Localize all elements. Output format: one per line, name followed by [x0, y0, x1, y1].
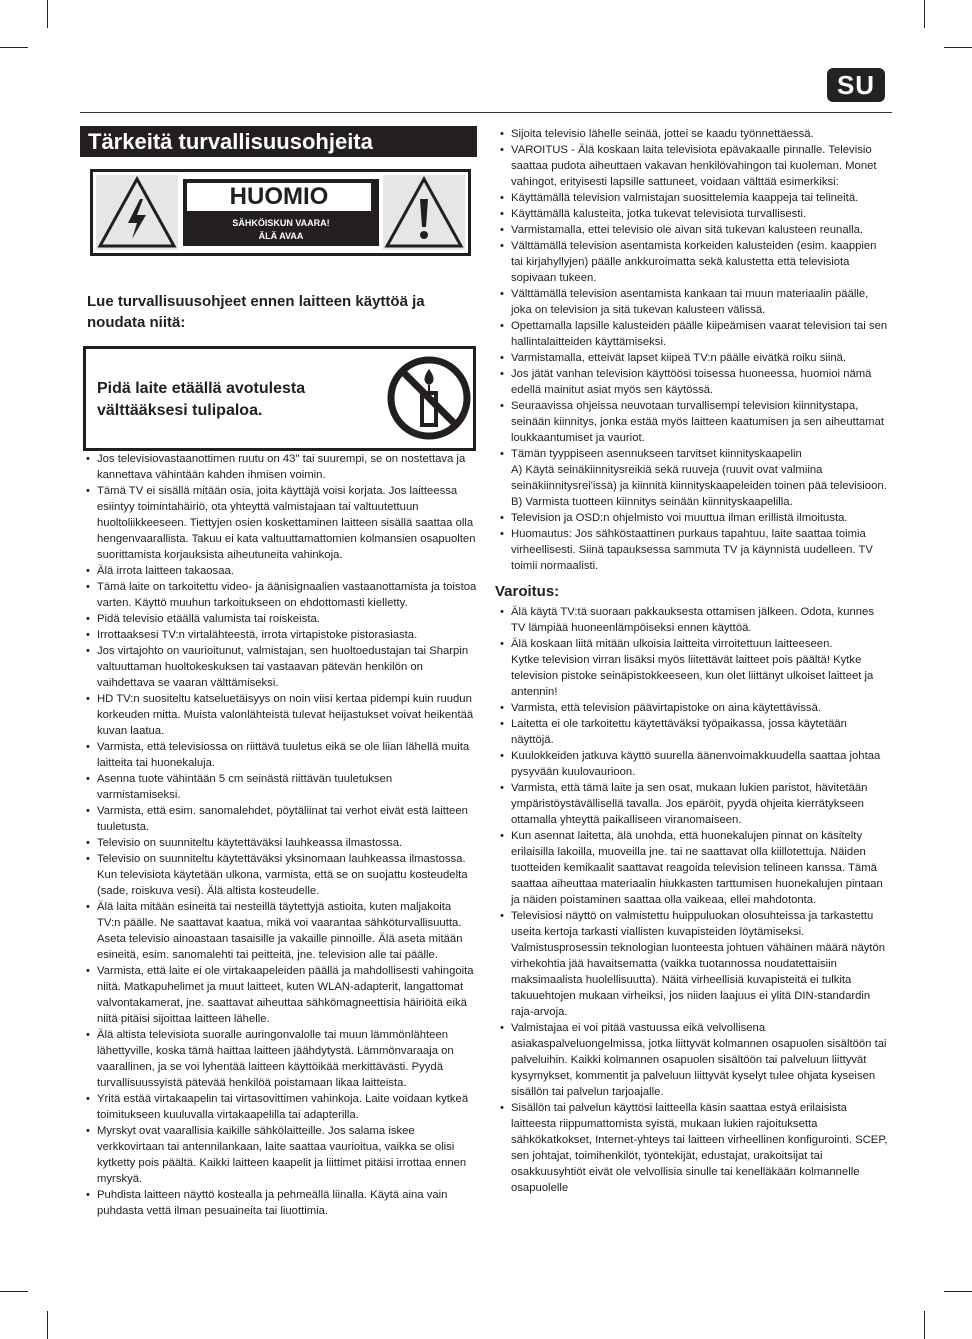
crop-mark	[0, 1291, 28, 1292]
list-item-line: • Varmista, että tämä laite ja sen osat, mukaan lukien paristot, hävitetään ympäristöystävällisellä tavalla. Jos epäröit, pyydä ohjeita kierrätykseen ottamalla yhteyttä paikalliseen viranomaiseen.	[511, 782, 868, 826]
list-item	[494, 318, 889, 350]
list-item: • Tämä laite on tarkoitettu video- ja äänisignaalien vastaanottamista ja toistoa varten. Käyttö muuhun tarkoitukseen on ehdottomasti kielletty.	[80, 579, 477, 611]
list-item	[494, 142, 889, 190]
list-item: • Yritä estää virtakaapelin tai virtasovittimen vahinkoja. Laite voidaan kytkeä toimitukseen kuuluvalla virtakaapelilla tai adapterilla.	[80, 1091, 477, 1123]
list-item-line: • Seuraavissa ohjeissa neuvotaan turvallisempi television kiinnitystapa, seinään kiinnitys, jonka estää myös laitteen kaatumisen ja sen aiheuttamat loukkaantumiset ja vauriot.	[511, 400, 885, 444]
list-item-line: • Laitetta ei ole tarkoitettu käytettäväksi työpaikassa, jossa käytetään näyttöjä.	[511, 718, 847, 746]
list-item: • Puhdista laitteen näyttö kostealla ja pehmeällä liinalla. Käytä aina vain puhdasta vettä ilman pesuaineita tai liuottimia.	[80, 1187, 477, 1219]
list-item-line: • Valmistajaa ei voi pitää vastuussa eikä velvollisena asiakaspalveluongelmissa, jotka liittyvät kolmannen osapuolen sisältöön tai palveluihin. Kaikki kolmannen osapuolen sisältöön tai palveluun liittyvät kysymykset, kommentit ja palveluun liittyvät kyselyt tulee ohjata kyseisen sisällön tai palvelun tarjoajalle.	[511, 1022, 887, 1098]
right-column	[494, 126, 889, 1196]
list-item-line: • Kun asennat laitetta, älä unohda, että huonekalujen pinnat on käsitelty erilaisilla lakoilla, muoveilla jne. tai ne saattavat olla kiillotettuja. Näiden tuotteiden kemikaalit saattavat reagoida television telineen kanssa. Tämä saattaa aiheuttaa materiaalin hiukkasten tarttumisen huonekalujen pintaan ja näiden poistaminen saattaa olla vaikeaa, ellei mahdotonta.	[511, 830, 883, 906]
header-rule	[80, 112, 892, 113]
list-item-line: • Varmista, että television päävirtapistoke on aina käytettävissä.	[511, 702, 821, 714]
warning-list	[494, 604, 889, 1196]
list-item	[494, 716, 889, 748]
list-item	[494, 828, 889, 908]
section-title: Tärkeitä turvallisuusohjeita	[80, 126, 477, 157]
list-item-line: • Käyttämällä kalusteita, jotka tukevat televisiota turvallisesti.	[511, 208, 807, 220]
list-item	[494, 780, 889, 828]
list-item: • Varmista, että televisiossa on riittävä tuuletus eikä se ole liian lähellä muita laitteita tai huonekaluja.	[80, 739, 477, 771]
exclamation-icon	[383, 175, 465, 250]
list-item: • Televisio on suunniteltu käytettäväksi lauhkeassa ilmastossa.	[80, 835, 477, 851]
list-item-line: • Sisällön tai palvelun käyttösi laitteella käsin saattaa estyä erilaisista laitteesta riippumattomista syistä, mukaan lukien rajoituksetta sähkökatkokset, Internet-yhteys tai laitteen virheellinen konfigurointi. SCEP, sen johtajat, toimihenkilöt, työntekijät, edustajat, urakoitsijat tai osakkuusyhtiöt eivät ole velvollisia sinulle tai kenelläkään kolmannelle osapuolelle	[511, 1102, 888, 1194]
list-item	[494, 366, 889, 398]
open-flame-text: Pidä laite etäällä avotulesta välttääksesi tulipaloa.	[97, 380, 306, 419]
crop-mark	[944, 47, 972, 48]
list-item-line: B) Varmista tuotteen kiinnitys seinään kiinnityskaapelilla.	[511, 496, 793, 508]
list-item	[494, 206, 889, 222]
list-item-line: • Kuulokkeiden jatkuva käyttö suurella äänenvoimakkuudella saattaa johtaa pysyvään kuulovaurioon.	[511, 750, 881, 778]
no-open-flame-icon	[386, 355, 472, 446]
list-item-line: • VAROITUS - Älä koskaan laita televisiota epävakaalle pinnalle. Televisio saattaa pudota aiheuttaen vakavan henkilövahingon tai kuoleman. Monet vahingot, erityisesti lapsille sattuneet, voidaan välttää esimerkiksi:	[511, 144, 877, 188]
list-item	[494, 286, 889, 318]
list-item: • Älä altista televisiota suoralle auringonvalolle tai muun lämmönlähteen lähettyville, koska tämä haittaa laitteen jäähdytystä. Lämmönvaraaja on vaarallinen, ja se voi lyhentää laitteen käyttöikää merkittävästi. Pyydä turvallisuussyistä pätevää henkilöä poistamaan likaa laitteista.	[80, 1027, 477, 1091]
list-item	[494, 446, 889, 510]
high-voltage-icon	[96, 175, 178, 250]
crop-mark	[47, 0, 48, 28]
list-item	[494, 398, 889, 446]
list-item-line: • Käyttämällä television valmistajan suosittelemia kaappeja tai telineitä.	[511, 192, 859, 204]
crop-mark	[924, 1311, 925, 1339]
list-item-line: • Älä koskaan liitä mitään ulkoisia laitteita virroitettuun laitteeseen.	[511, 638, 833, 650]
list-item: • Älä irrota laitteen takaosaa.	[80, 563, 477, 579]
list-item-line: • Välttämällä television asentamista korkeiden kalusteiden (esim. kaappien tai kirjahyllyjen) päälle ankkuroimatta sekä kalustetta että televisiota sopivaan tukeen.	[511, 240, 877, 284]
list-item	[494, 908, 889, 1020]
list-item-line: Kytke television virran lisäksi myös liitettävät laitteet pois päältä! Kytke television pistoke seinäpistokkeeseen, kun olet liittänyt ulkoiset laitteet ja antennin!	[511, 654, 874, 698]
list-item	[494, 238, 889, 286]
warning-heading: Varoitus:	[495, 583, 560, 600]
warning-subtitle	[183, 217, 379, 243]
list-item: • Jos televisiovastaanottimen ruutu on 43" tai suurempi, se on nostettava ja kannettava vähintään kahden ihmisen voimin.	[80, 451, 477, 483]
list-item: • Älä laita mitään esineitä tai nesteillä täytettyjä astioita, kuten maljakoita TV:n päälle. Ne saattavat kaatua, mikä voi vaarantaa sähköturvallisuutta. Aseta televisio ainoastaan tasaisille ja vakaille pinnoille. Älä aseta mitään esineitä, esim. sanomalehti tai peitteitä, jne. television alle tai päälle.	[80, 899, 477, 963]
list-item-line: A) Käytä seinäkiinnitysreikiä sekä ruuveja (ruuvit ovat valmiina seinäkiinnitysrei'issä) ja kiinnitä kiinnityskaapeleiden toinen pää televisioon.	[511, 464, 887, 492]
list-item: • Pidä televisio etäällä valumista tai roiskeista.	[80, 611, 477, 627]
list-item	[494, 190, 889, 206]
list-item: • Varmista, että laite ei ole virtakaapeleiden päällä ja mahdollisesti vahingoita niitä. Matkapuhelimet ja muut laitteet, kuten WLAN-adapterit, langattomat valvontakamerat, jne. saattavat aiheuttaa sähkömagneettisia häiriöitä eikä niitä pitäisi sijoittaa laitteen lähelle.	[80, 963, 477, 1027]
list-item: • Asenna tuote vähintään 5 cm seinästä riittävän tuuletuksen varmistamiseksi.	[80, 771, 477, 803]
read-instructions-heading: Lue turvallisuusohjeet ennen laitteen käyttöä ja noudata niitä:	[87, 293, 425, 331]
list-item-line: • Televisiosi näyttö on valmistettu huippuluokan olosuhteissa ja tarkastettu useita kertoja tarkasti viallisten kuvapisteiden löytämiseksi. Valmistusprosessin teknologian luonteesta johtuen vähäinen määrä näytön virhekohtia jää havaitsematta (vaikka tuotannossa noudatettaisiin maksimaalista huolellisuutta). Näitä virheellisiä kuvapisteitä ei tulkita takuuehtojen mukaan virheiksi, jos niiden laajuus ei ylitä DIN-standardin raja-arvoja.	[511, 910, 886, 1018]
list-item	[494, 700, 889, 716]
list-item-line: • Opettamalla lapsille kalusteiden päälle kiipeämisen vaarat television tai sen hallintalaitteiden käyttämiseksi.	[511, 320, 888, 348]
list-item	[494, 350, 889, 366]
crop-mark	[0, 47, 28, 48]
left-column	[80, 126, 477, 1219]
list-item-line: • Television ja OSD:n ohjelmisto voi muuttua ilman erillistä ilmoitusta.	[511, 512, 848, 524]
list-item	[494, 222, 889, 238]
warning-line: SÄHKÖISKUN VAARA!	[232, 218, 330, 228]
list-item	[494, 1020, 889, 1100]
safety-list-right	[494, 126, 889, 574]
list-item: • Irrottaaksesi TV:n virtalähteestä, irrota virtapistoke pistorasiasta.	[80, 627, 477, 643]
language-badge: SU	[827, 68, 885, 102]
list-item: • Varmista, että esim. sanomalehdet, pöytäliinat tai verhot eivät estä laitteen tuuletusta.	[80, 803, 477, 835]
open-flame-notice	[83, 346, 476, 451]
list-item	[494, 126, 889, 142]
list-item-line: • Sijoita televisio lähelle seinää, jottei se kaadu työnnettäessä.	[511, 128, 814, 140]
list-item-line: • Älä käytä TV:tä suoraan pakkauksesta ottamisen jälkeen. Odota, kunnes TV lämpiää huoneenlämpöiseksi ennen käyttöä.	[511, 606, 874, 634]
list-item-line: • Jos jätät vanhan television käyttöösi toisessa huoneessa, huomioi nämä edellä mainitut asiat myös sen käytössä.	[511, 368, 872, 396]
list-item	[494, 748, 889, 780]
crop-mark	[944, 1291, 972, 1292]
list-item-line: • Välttämällä television asentamista kankaan tai muun materiaalin päälle, joka on television ja sitä tukevan kalusteen välissä.	[511, 288, 869, 316]
list-item: • Myrskyt ovat vaarallisia kaikille sähkölaitteille. Jos salama iskee verkkovirtaan tai antennilankaan, laite saattaa vaurioitua, vaikka se olisi kytketty pois päältä. Kaikki laitteen kaapelit ja liittimet pitäisi irrottaa ennen myrskyä.	[80, 1123, 477, 1187]
warning-line: ÄLÄ AVAA	[258, 231, 304, 241]
warning-label	[183, 179, 379, 246]
list-item: • Tämä TV ei sisällä mitään osia, joita käyttäjä voisi korjata. Jos laitteessa esiintyy toimintahäiriö, ota yhteyttä valmistajaan tai valtuutettuun huoltoliikkeeseen. Tiettyjen osien koskettaminen laitteen sisällä saattaa olla hengenvaarallista. Takuu ei kata valtuuttamattomien kolmansien osapuolten suorittamista korjauksista aiheutuneita vahinkoja.	[80, 483, 477, 563]
list-item	[494, 604, 889, 636]
warning-title: HUOMIO	[186, 182, 372, 212]
list-item: • HD TV:n suositeltu katseluetäisyys on noin viisi kertaa pidempi kuin ruudun korkeuden mitta. Muista valonlähteistä tulevat heijastukset voivat heikentää kuvan laatua.	[80, 691, 477, 739]
list-item-line: • Varmistamalla, ettei televisio ole aivan sitä tukevan kalusteen reunalla.	[511, 224, 864, 236]
list-item: • Televisio on suunniteltu käytettäväksi yksinomaan lauhkeassa ilmastossa. Kun televisiota käytetään ulkona, varmista, että se on suojattu kosteudelta (sade, roiskuva vesi). Älä altista kosteudelle.	[80, 851, 477, 899]
list-item-line: • Tämän tyyppiseen asennukseen tarvitset kiinnityskaapelin	[511, 448, 802, 460]
list-item: • Jos virtajohto on vaurioitunut, valmistajan, sen huoltoedustajan tai Sharpin valtuuttaman huoltokeskuksen tai vastaavan pätevän henkilön on vaihdettava se vaaran välttämiseksi.	[80, 643, 477, 691]
list-item-line: • Huomautus: Jos sähköstaattinen purkaus tapahtuu, laite saattaa toimia virheellisesti. Siinä tapauksessa sammuta TV ja käynnistä uudelleen. TV toimii normaalisti.	[511, 528, 873, 572]
list-item	[494, 510, 889, 526]
safety-list-left	[80, 451, 477, 1219]
crop-mark	[924, 0, 925, 28]
electric-shock-warning	[90, 169, 471, 256]
list-item	[494, 526, 889, 574]
crop-mark	[47, 1311, 48, 1339]
list-item	[494, 1100, 889, 1196]
list-item-line: • Varmistamalla, etteivät lapset kiipeä TV:n päälle eivätkä roiku siinä.	[511, 352, 847, 364]
list-item	[494, 636, 889, 700]
